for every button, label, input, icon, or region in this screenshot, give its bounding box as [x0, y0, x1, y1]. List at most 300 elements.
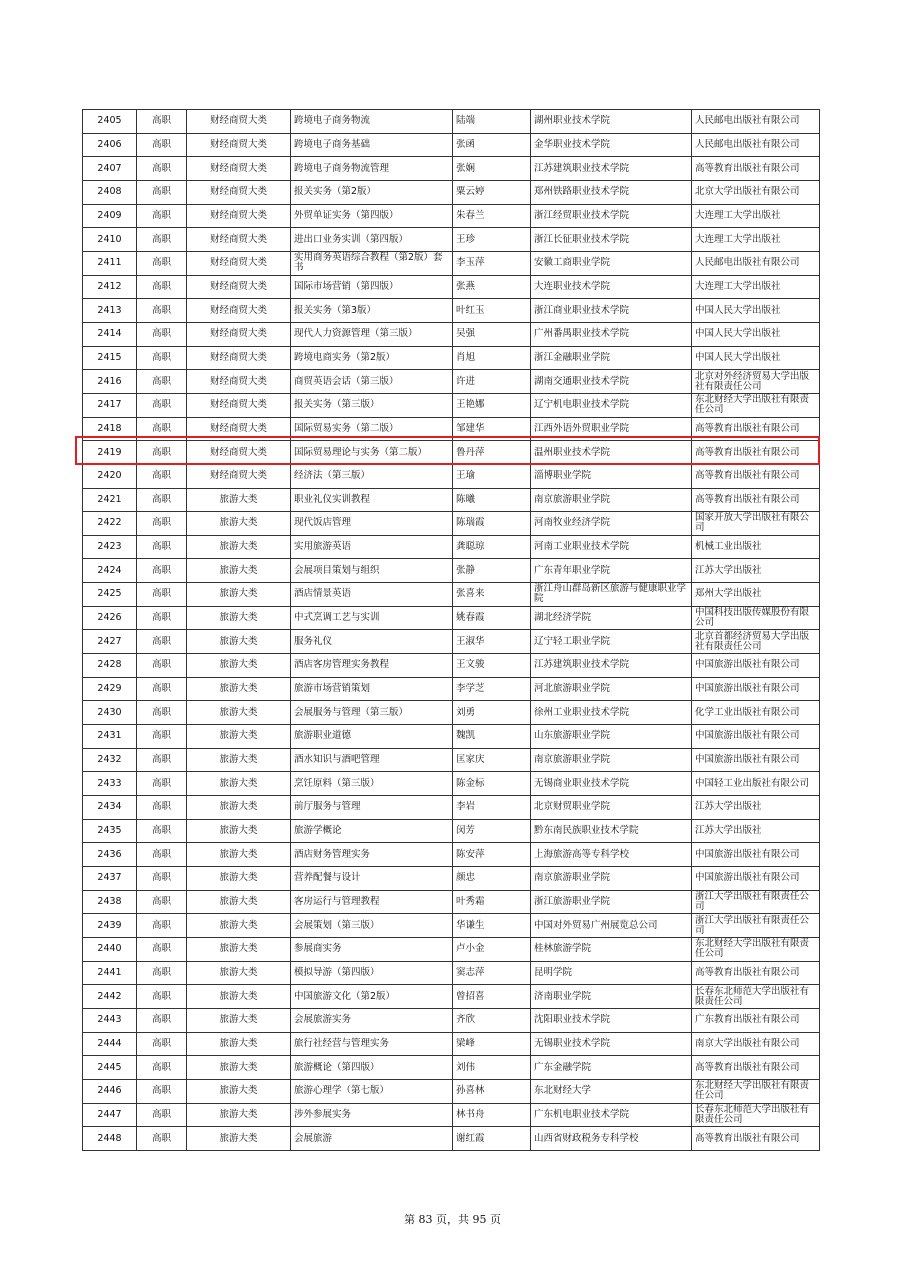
cell-book-title: 服务礼仪	[291, 630, 453, 654]
cell-row-number: 2413	[83, 299, 137, 323]
cell-publisher: 东北财经大学出版社有限责任公司	[692, 1079, 820, 1103]
cell-author: 颜忠	[453, 867, 531, 891]
cell-level: 高职	[137, 322, 187, 346]
cell-book-title: 参展商实务	[291, 937, 453, 961]
cell-category: 旅游大类	[187, 1032, 291, 1056]
cell-row-number: 2439	[83, 914, 137, 938]
cell-level: 高职	[137, 1103, 187, 1127]
cell-level: 高职	[137, 867, 187, 891]
table-row	[83, 322, 820, 346]
cell-row-number: 2408	[83, 180, 137, 204]
table-row	[83, 346, 820, 370]
cell-row-number: 2417	[83, 393, 137, 417]
cell-row-number: 2430	[83, 701, 137, 725]
cell-level: 高职	[137, 725, 187, 749]
cell-level: 高职	[137, 157, 187, 181]
table-row	[83, 772, 820, 796]
table-row	[83, 370, 820, 394]
cell-book-title: 酒水知识与酒吧管理	[291, 748, 453, 772]
cell-category: 旅游大类	[187, 725, 291, 749]
cell-publisher: 长春东北师范大学出版社有限责任公司	[692, 1103, 820, 1127]
cell-row-number: 2414	[83, 322, 137, 346]
cell-row-number: 2444	[83, 1032, 137, 1056]
cell-publisher: 中国旅游出版社有限公司	[692, 677, 820, 701]
cell-category: 旅游大类	[187, 654, 291, 678]
cell-book-title: 酒店客房管理实务教程	[291, 654, 453, 678]
cell-row-number: 2425	[83, 583, 137, 607]
cell-publisher: 机械工业出版社	[692, 535, 820, 559]
cell-school: 中国对外贸易广州展览总公司	[531, 914, 692, 938]
cell-book-title: 跨境电子商务物流管理	[291, 157, 453, 181]
cell-category: 旅游大类	[187, 1127, 291, 1151]
cell-level: 高职	[137, 796, 187, 820]
cell-school: 金华职业技术学院	[531, 133, 692, 157]
cell-publisher: 高等教育出版社有限公司	[692, 1056, 820, 1080]
cell-category: 财经商贸大类	[187, 180, 291, 204]
cell-author: 张娴	[453, 157, 531, 181]
table-row	[83, 748, 820, 772]
table-row	[83, 867, 820, 891]
table-row	[83, 796, 820, 820]
cell-level: 高职	[137, 890, 187, 914]
cell-level: 高职	[137, 370, 187, 394]
cell-publisher: 高等教育出版社有限公司	[692, 157, 820, 181]
table-row	[83, 488, 820, 512]
cell-category: 财经商贸大类	[187, 157, 291, 181]
cell-level: 高职	[137, 1032, 187, 1056]
cell-category: 旅游大类	[187, 488, 291, 512]
cell-school: 辽宁机电职业技术学院	[531, 393, 692, 417]
cell-school: 河南牧业经济学院	[531, 512, 692, 536]
cell-row-number: 2405	[83, 110, 137, 134]
cell-level: 高职	[137, 535, 187, 559]
cell-school: 上海旅游高等专科学校	[531, 843, 692, 867]
cell-book-title: 会展策划（第三版）	[291, 914, 453, 938]
cell-author: 肖旭	[453, 346, 531, 370]
cell-publisher: 高等教育出版社有限公司	[692, 464, 820, 488]
cell-author: 陈金标	[453, 772, 531, 796]
cell-category: 旅游大类	[187, 796, 291, 820]
table-row	[83, 299, 820, 323]
cell-row-number: 2440	[83, 937, 137, 961]
cell-publisher: 江苏大学出版社	[692, 796, 820, 820]
cell-author: 孙喜林	[453, 1079, 531, 1103]
cell-book-title: 旅行社经营与管理实务	[291, 1032, 453, 1056]
cell-book-title: 现代人力资源管理（第三版）	[291, 322, 453, 346]
cell-school: 山东旅游职业学院	[531, 725, 692, 749]
cell-category: 旅游大类	[187, 937, 291, 961]
cell-level: 高职	[137, 110, 187, 134]
cell-author: 许进	[453, 370, 531, 394]
table-row	[83, 1032, 820, 1056]
cell-category: 旅游大类	[187, 677, 291, 701]
cell-author: 张燕	[453, 275, 531, 299]
cell-publisher: 江苏大学出版社	[692, 819, 820, 843]
cell-book-title: 报关实务（第3版）	[291, 299, 453, 323]
cell-level: 高职	[137, 914, 187, 938]
cell-book-title: 模拟导游（第四版）	[291, 961, 453, 985]
cell-school: 南京旅游职业学院	[531, 748, 692, 772]
cell-publisher: 高等教育出版社有限公司	[692, 441, 820, 465]
cell-book-title: 国际市场营销（第四版）	[291, 275, 453, 299]
cell-level: 高职	[137, 1127, 187, 1151]
cell-level: 高职	[137, 1079, 187, 1103]
cell-row-number: 2423	[83, 535, 137, 559]
table-row	[83, 819, 820, 843]
table-row	[83, 535, 820, 559]
cell-school: 浙江旅游职业学院	[531, 890, 692, 914]
cell-book-title: 前厅服务与管理	[291, 796, 453, 820]
cell-category: 财经商贸大类	[187, 228, 291, 252]
cell-level: 高职	[137, 133, 187, 157]
cell-school: 济南职业学院	[531, 985, 692, 1009]
table-row	[83, 559, 820, 583]
cell-school: 广东机电职业技术学院	[531, 1103, 692, 1127]
cell-publisher: 中国人民大学出版社	[692, 299, 820, 323]
cell-row-number: 2412	[83, 275, 137, 299]
cell-school: 北京财贸职业学院	[531, 796, 692, 820]
cell-level: 高职	[137, 488, 187, 512]
cell-author: 龚聪琼	[453, 535, 531, 559]
cell-author: 李学芝	[453, 677, 531, 701]
cell-publisher: 高等教育出版社有限公司	[692, 417, 820, 441]
cell-row-number: 2436	[83, 843, 137, 867]
cell-publisher: 中国轻工业出版社有限公司	[692, 772, 820, 796]
cell-school: 江苏建筑职业技术学院	[531, 654, 692, 678]
cell-level: 高职	[137, 204, 187, 228]
cell-author: 粟云婷	[453, 180, 531, 204]
cell-publisher: 高等教育出版社有限公司	[692, 488, 820, 512]
cell-school: 徐州工业职业技术学院	[531, 701, 692, 725]
cell-book-title: 跨境电商实务（第2版）	[291, 346, 453, 370]
cell-author: 曾招喜	[453, 985, 531, 1009]
cell-school: 浙江金融职业学院	[531, 346, 692, 370]
cell-row-number: 2415	[83, 346, 137, 370]
cell-level: 高职	[137, 961, 187, 985]
cell-school: 浙江经贸职业技术学院	[531, 204, 692, 228]
cell-category: 旅游大类	[187, 701, 291, 725]
cell-level: 高职	[137, 748, 187, 772]
cell-publisher: 东北财经大学出版社有限责任公司	[692, 937, 820, 961]
cell-level: 高职	[137, 1008, 187, 1032]
cell-author: 齐欣	[453, 1008, 531, 1032]
cell-school: 淄博职业学院	[531, 464, 692, 488]
table-body	[83, 110, 820, 1151]
cell-row-number: 2418	[83, 417, 137, 441]
cell-book-title: 中式烹调工艺与实训	[291, 606, 453, 630]
cell-level: 高职	[137, 819, 187, 843]
cell-level: 高职	[137, 346, 187, 370]
cell-row-number: 2419	[83, 441, 137, 465]
cell-author: 姚春霞	[453, 606, 531, 630]
cell-school: 广东金融学院	[531, 1056, 692, 1080]
cell-publisher: 中国人民大学出版社	[692, 322, 820, 346]
cell-publisher: 北京大学出版社有限公司	[692, 180, 820, 204]
cell-level: 高职	[137, 275, 187, 299]
cell-category: 旅游大类	[187, 559, 291, 583]
cell-publisher: 人民邮电出版社有限公司	[692, 133, 820, 157]
cell-category: 财经商贸大类	[187, 441, 291, 465]
table-row	[83, 890, 820, 914]
cell-row-number: 2433	[83, 772, 137, 796]
cell-row-number: 2406	[83, 133, 137, 157]
cell-category: 财经商贸大类	[187, 464, 291, 488]
cell-level: 高职	[137, 843, 187, 867]
table-row	[83, 180, 820, 204]
cell-category: 旅游大类	[187, 1008, 291, 1032]
cell-publisher: 郑州大学出版社	[692, 583, 820, 607]
table-row	[83, 630, 820, 654]
cell-level: 高职	[137, 441, 187, 465]
cell-school: 湖北经济学院	[531, 606, 692, 630]
cell-author: 谢红霞	[453, 1127, 531, 1151]
cell-row-number: 2409	[83, 204, 137, 228]
cell-publisher: 浙江大学出版社有限责任公司	[692, 914, 820, 938]
cell-publisher: 北京首都经济贸易大学出版社有限责任公司	[692, 630, 820, 654]
table-row	[83, 251, 820, 275]
cell-school: 江西外语外贸职业学院	[531, 417, 692, 441]
cell-publisher: 人民邮电出版社有限公司	[692, 251, 820, 275]
table-row	[83, 606, 820, 630]
cell-publisher: 中国人民大学出版社	[692, 346, 820, 370]
table-row	[83, 133, 820, 157]
cell-book-title: 会展旅游实务	[291, 1008, 453, 1032]
cell-book-title: 会展项目策划与组织	[291, 559, 453, 583]
cell-level: 高职	[137, 1056, 187, 1080]
cell-book-title: 酒店财务管理实务	[291, 843, 453, 867]
cell-author: 张函	[453, 133, 531, 157]
cell-book-title: 进出口业务实训（第四版）	[291, 228, 453, 252]
cell-row-number: 2446	[83, 1079, 137, 1103]
cell-author: 林书舟	[453, 1103, 531, 1127]
cell-author: 陆端	[453, 110, 531, 134]
cell-row-number: 2442	[83, 985, 137, 1009]
cell-author: 邹建华	[453, 417, 531, 441]
cell-row-number: 2426	[83, 606, 137, 630]
cell-book-title: 旅游市场营销策划	[291, 677, 453, 701]
cell-level: 高职	[137, 630, 187, 654]
cell-row-number: 2422	[83, 512, 137, 536]
cell-category: 旅游大类	[187, 772, 291, 796]
cell-category: 财经商贸大类	[187, 299, 291, 323]
cell-school: 河北旅游职业学院	[531, 677, 692, 701]
cell-category: 旅游大类	[187, 512, 291, 536]
cell-book-title: 实用旅游英语	[291, 535, 453, 559]
cell-publisher: 中国旅游出版社有限公司	[692, 725, 820, 749]
cell-level: 高职	[137, 937, 187, 961]
cell-book-title: 国际贸易实务（第二版）	[291, 417, 453, 441]
cell-publisher: 长春东北师范大学出版社有限责任公司	[692, 985, 820, 1009]
cell-publisher: 高等教育出版社有限公司	[692, 1127, 820, 1151]
cell-category: 旅游大类	[187, 748, 291, 772]
cell-author: 张喜来	[453, 583, 531, 607]
cell-book-title: 旅游学概论	[291, 819, 453, 843]
cell-book-title: 实用商务英语综合教程（第2版）套书	[291, 251, 453, 275]
cell-publisher: 中国旅游出版社有限公司	[692, 843, 820, 867]
cell-publisher: 广东教育出版社有限公司	[692, 1008, 820, 1032]
cell-row-number: 2448	[83, 1127, 137, 1151]
cell-publisher: 高等教育出版社有限公司	[692, 961, 820, 985]
cell-category: 旅游大类	[187, 583, 291, 607]
cell-book-title: 旅游概论（第四版）	[291, 1056, 453, 1080]
table-row	[83, 1056, 820, 1080]
highlight-box	[75, 436, 820, 465]
cell-level: 高职	[137, 583, 187, 607]
cell-school: 黔东南民族职业技术学院	[531, 819, 692, 843]
table-row	[83, 275, 820, 299]
cell-category: 财经商贸大类	[187, 251, 291, 275]
cell-book-title: 会展旅游	[291, 1127, 453, 1151]
cell-book-title: 跨境电子商务基础	[291, 133, 453, 157]
cell-author: 王瑜	[453, 464, 531, 488]
cell-author: 叶红玉	[453, 299, 531, 323]
cell-author: 刘勇	[453, 701, 531, 725]
cell-book-title: 国际贸易理论与实务（第二版）	[291, 441, 453, 465]
cell-category: 旅游大类	[187, 914, 291, 938]
table-row	[83, 1103, 820, 1127]
cell-school: 山西省财政税务专科学校	[531, 1127, 692, 1151]
cell-book-title: 职业礼仪实训教程	[291, 488, 453, 512]
cell-book-title: 会展服务与管理（第三版）	[291, 701, 453, 725]
table-row	[83, 654, 820, 678]
cell-level: 高职	[137, 299, 187, 323]
cell-school: 大连职业技术学院	[531, 275, 692, 299]
table-row	[83, 914, 820, 938]
table-row	[83, 843, 820, 867]
cell-school: 浙江商业职业技术学院	[531, 299, 692, 323]
cell-level: 高职	[137, 701, 187, 725]
cell-category: 财经商贸大类	[187, 110, 291, 134]
textbook-list-table	[82, 109, 820, 1151]
cell-category: 旅游大类	[187, 843, 291, 867]
table-row	[83, 1079, 820, 1103]
cell-category: 财经商贸大类	[187, 322, 291, 346]
cell-author: 王淑华	[453, 630, 531, 654]
cell-category: 旅游大类	[187, 535, 291, 559]
cell-school: 湖南交通职业技术学院	[531, 370, 692, 394]
cell-publisher: 人民邮电出版社有限公司	[692, 110, 820, 134]
cell-category: 财经商贸大类	[187, 370, 291, 394]
cell-school: 郑州铁路职业技术学院	[531, 180, 692, 204]
cell-book-title: 酒店情景英语	[291, 583, 453, 607]
cell-book-title: 旅游职业道德	[291, 725, 453, 749]
cell-level: 高职	[137, 654, 187, 678]
cell-category: 旅游大类	[187, 1079, 291, 1103]
cell-school: 无锡职业技术学院	[531, 1032, 692, 1056]
table-row	[83, 937, 820, 961]
cell-row-number: 2411	[83, 251, 137, 275]
cell-book-title: 报关实务（第三版）	[291, 393, 453, 417]
table-row	[83, 512, 820, 536]
cell-school: 沈阳职业技术学院	[531, 1008, 692, 1032]
cell-level: 高职	[137, 985, 187, 1009]
table-row	[83, 701, 820, 725]
table-row	[83, 961, 820, 985]
cell-level: 高职	[137, 606, 187, 630]
cell-category: 财经商贸大类	[187, 133, 291, 157]
cell-category: 旅游大类	[187, 819, 291, 843]
cell-category: 旅游大类	[187, 890, 291, 914]
cell-author: 陈瑞霞	[453, 512, 531, 536]
cell-school: 湖州职业技术学院	[531, 110, 692, 134]
cell-school: 广东青年职业学院	[531, 559, 692, 583]
cell-category: 财经商贸大类	[187, 417, 291, 441]
cell-level: 高职	[137, 464, 187, 488]
cell-row-number: 2437	[83, 867, 137, 891]
cell-category: 旅游大类	[187, 1056, 291, 1080]
cell-publisher: 中国旅游出版社有限公司	[692, 654, 820, 678]
cell-school: 南京旅游职业学院	[531, 488, 692, 512]
cell-author: 鲁丹萍	[453, 441, 531, 465]
table-row	[83, 677, 820, 701]
cell-school: 浙江长征职业技术学院	[531, 228, 692, 252]
cell-category: 财经商贸大类	[187, 275, 291, 299]
cell-author: 魏凯	[453, 725, 531, 749]
cell-level: 高职	[137, 677, 187, 701]
cell-author: 吴强	[453, 322, 531, 346]
table-row	[83, 464, 820, 488]
cell-level: 高职	[137, 180, 187, 204]
cell-publisher: 浙江大学出版社有限责任公司	[692, 890, 820, 914]
cell-category: 财经商贸大类	[187, 393, 291, 417]
cell-level: 高职	[137, 228, 187, 252]
cell-author: 李玉萍	[453, 251, 531, 275]
cell-row-number: 2427	[83, 630, 137, 654]
cell-book-title: 商贸英语会话（第三版）	[291, 370, 453, 394]
cell-publisher: 大连理工大学出版社	[692, 275, 820, 299]
cell-publisher: 南京大学出版社有限公司	[692, 1032, 820, 1056]
cell-row-number: 2443	[83, 1008, 137, 1032]
cell-book-title: 客房运行与管理教程	[291, 890, 453, 914]
cell-row-number: 2424	[83, 559, 137, 583]
cell-school: 东北财经大学	[531, 1079, 692, 1103]
cell-category: 旅游大类	[187, 961, 291, 985]
cell-category: 旅游大类	[187, 630, 291, 654]
cell-book-title: 营养配餐与设计	[291, 867, 453, 891]
cell-category: 财经商贸大类	[187, 346, 291, 370]
cell-level: 高职	[137, 251, 187, 275]
table-row	[83, 157, 820, 181]
table-row	[83, 725, 820, 749]
cell-publisher: 江苏大学出版社	[692, 559, 820, 583]
cell-book-title: 跨境电子商务物流	[291, 110, 453, 134]
cell-row-number: 2416	[83, 370, 137, 394]
cell-book-title: 烹饪原料（第三版）	[291, 772, 453, 796]
cell-category: 财经商贸大类	[187, 204, 291, 228]
cell-level: 高职	[137, 512, 187, 536]
cell-author: 叶秀霜	[453, 890, 531, 914]
cell-publisher: 中国旅游出版社有限公司	[692, 748, 820, 772]
table-row	[83, 1127, 820, 1151]
cell-author: 梁峰	[453, 1032, 531, 1056]
cell-school: 河南工业职业技术学院	[531, 535, 692, 559]
cell-row-number: 2421	[83, 488, 137, 512]
cell-category: 旅游大类	[187, 985, 291, 1009]
table-row	[83, 110, 820, 134]
cell-author: 王文骏	[453, 654, 531, 678]
cell-book-title: 旅游心理学（第七版）	[291, 1079, 453, 1103]
cell-row-number: 2438	[83, 890, 137, 914]
page-footer: 第 83 页，共 95 页	[404, 1213, 501, 1226]
cell-author: 朱春兰	[453, 204, 531, 228]
cell-publisher: 大连理工大学出版社	[692, 228, 820, 252]
cell-author: 陈曦	[453, 488, 531, 512]
table-row	[83, 393, 820, 417]
cell-school: 江苏建筑职业技术学院	[531, 157, 692, 181]
cell-level: 高职	[137, 393, 187, 417]
cell-row-number: 2429	[83, 677, 137, 701]
cell-row-number: 2431	[83, 725, 137, 749]
